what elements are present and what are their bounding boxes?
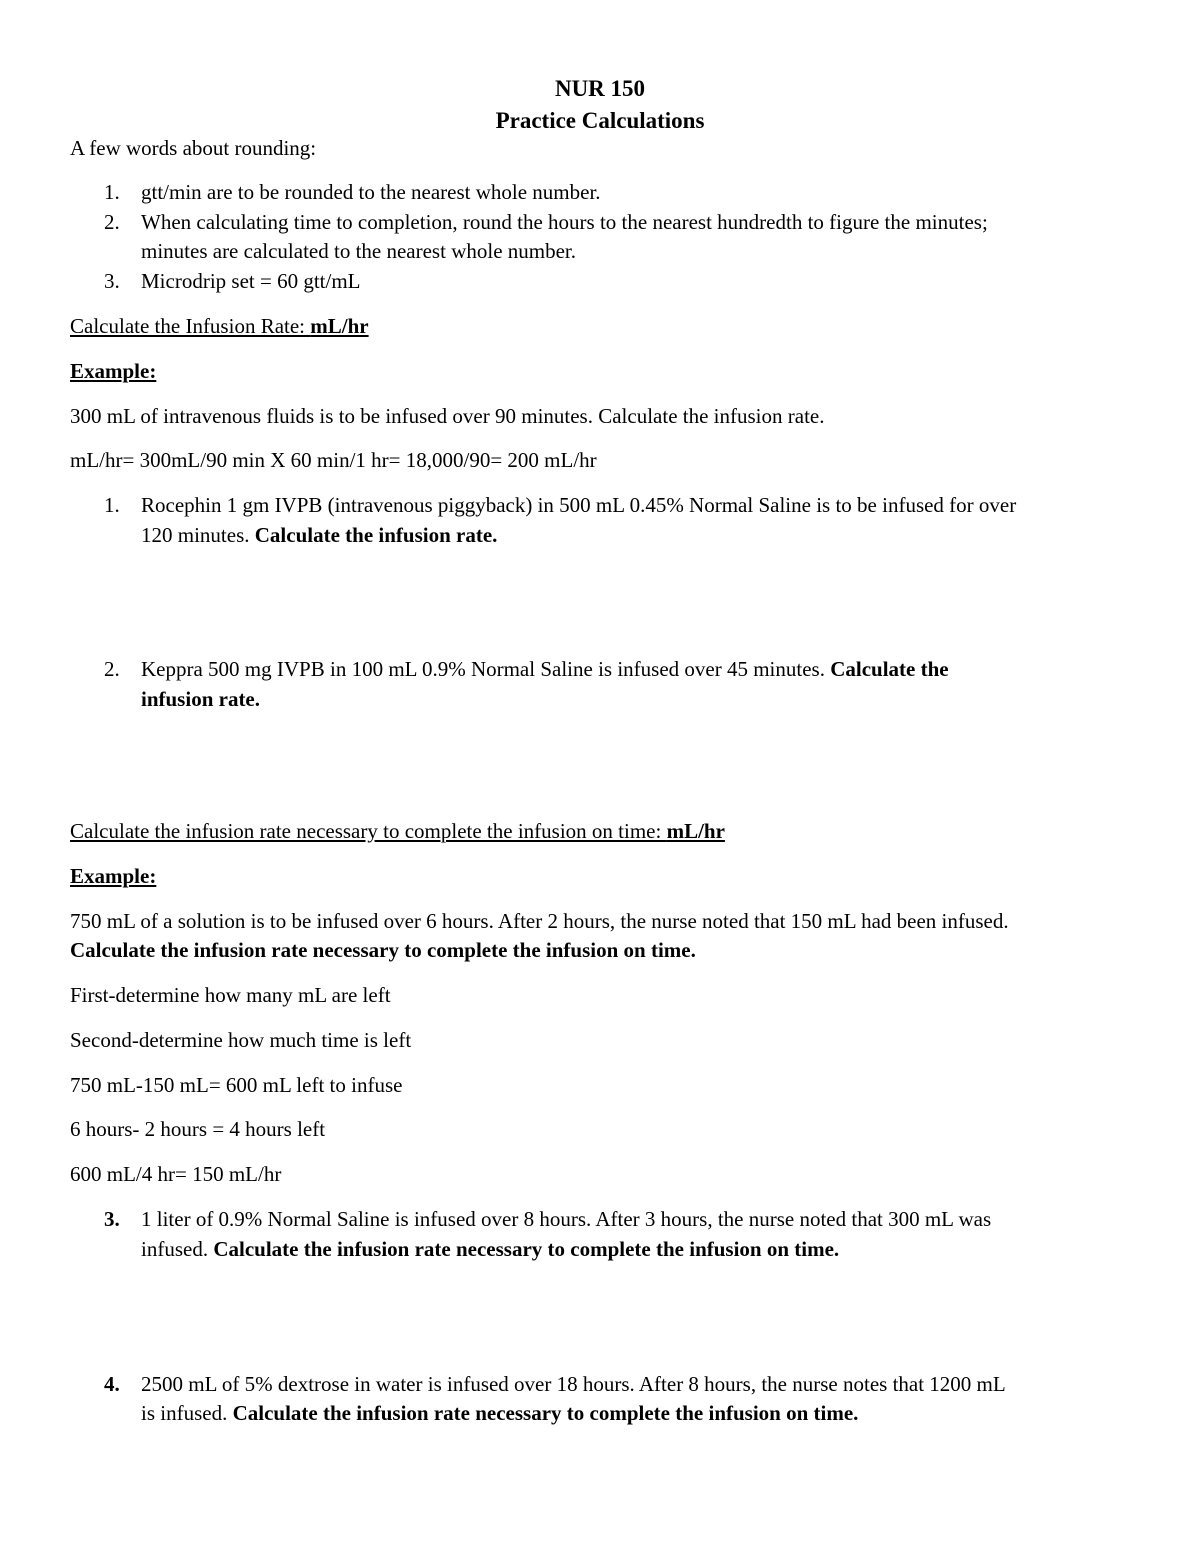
question-1-continued [141, 521, 497, 550]
heading-text: Calculate the infusion rate necessary to complete the infusion on time: [70, 819, 667, 843]
example-label-text: Example: [70, 864, 157, 888]
question-2-continued [141, 685, 260, 714]
course-code: NUR 150 [554, 76, 646, 101]
list-number: 2. [104, 210, 120, 234]
question-instruction: Calculate the [830, 657, 949, 681]
question-text: Keppra 500 mg IVPB in 100 mL 0.9% Normal Saline is infused over 45 minutes. [141, 657, 831, 681]
example-calculation: mL/hr= 300mL/90 min X 60 min/1 hr= 18,000/90= 200 mL/hr [70, 448, 597, 472]
list-text: gtt/min are to be rounded to the nearest whole number. [141, 180, 601, 204]
example-instruction [70, 936, 696, 965]
step-line: Second-determine how much time is left [70, 1028, 412, 1052]
example-text: 750 mL of a solution is to be infused over 6 hours. After 2 hours, the nurse noted that 150 mL had been infused. [70, 909, 1009, 933]
example-instruction-text: Calculate the infusion rate necessary to complete the infusion on time. [70, 938, 696, 962]
question-4-continued [141, 1399, 858, 1428]
question-text: 2500 mL of 5% dextrose in water is infused over 18 hours. After 8 hours, the nurse notes that 1200 mL [141, 1372, 1006, 1396]
rounding-intro: A few words about rounding: [70, 136, 317, 160]
example-label [70, 862, 156, 891]
example-label-text: Example: [70, 359, 157, 383]
question-text-wrap [141, 655, 949, 684]
step-line: 750 mL-150 mL= 600 mL left to infuse [70, 1073, 403, 1097]
question-instruction: Calculate the infusion rate necessary to complete the infusion on time. [232, 1401, 859, 1425]
heading-unit: mL/hr [310, 314, 369, 338]
list-number: 3. [104, 269, 120, 293]
list-text: When calculating time to completion, round the hours to the nearest hundredth to figure the minutes; [141, 210, 988, 234]
heading-text: Calculate the Infusion Rate: [70, 314, 311, 338]
question-number: 3. [104, 1207, 120, 1231]
question-3-continued [141, 1235, 839, 1264]
question-text: 1 liter of 0.9% Normal Saline is infused over 8 hours. After 3 hours, the nurse noted that 300 mL was [141, 1207, 992, 1231]
question-number: 1. [104, 493, 120, 517]
section-heading-infusion-rate [70, 312, 369, 341]
page-title: Practice Calculations [495, 108, 705, 133]
example-label [70, 357, 156, 386]
step-line: First-determine how many mL are left [70, 983, 391, 1007]
step-line: 6 hours- 2 hours = 4 hours left [70, 1117, 326, 1141]
list-number: 1. [104, 180, 120, 204]
question-instruction: Calculate the infusion rate. [254, 523, 498, 547]
question-instruction: Calculate the infusion rate necessary to complete the infusion on time. [213, 1237, 840, 1261]
heading-unit: mL/hr [666, 819, 725, 843]
section-heading-complete-on-time [70, 817, 725, 846]
question-text: 120 minutes. [141, 523, 255, 547]
question-number: 2. [104, 657, 120, 681]
question-text: infused. [141, 1237, 214, 1261]
question-text: is infused. [141, 1401, 233, 1425]
example-text: 300 mL of intravenous fluids is to be infused over 90 minutes. Calculate the infusion rate. [70, 404, 825, 428]
list-text: Microdrip set = 60 gtt/mL [141, 269, 361, 293]
step-line: 600 mL/4 hr= 150 mL/hr [70, 1162, 282, 1186]
question-number: 4. [104, 1372, 120, 1396]
question-instruction: infusion rate. [141, 687, 261, 711]
question-text: Rocephin 1 gm IVPB (intravenous piggyback) in 500 mL 0.45% Normal Saline is to be infused for over [141, 493, 1017, 517]
list-text-continued: minutes are calculated to the nearest whole number. [141, 239, 577, 263]
